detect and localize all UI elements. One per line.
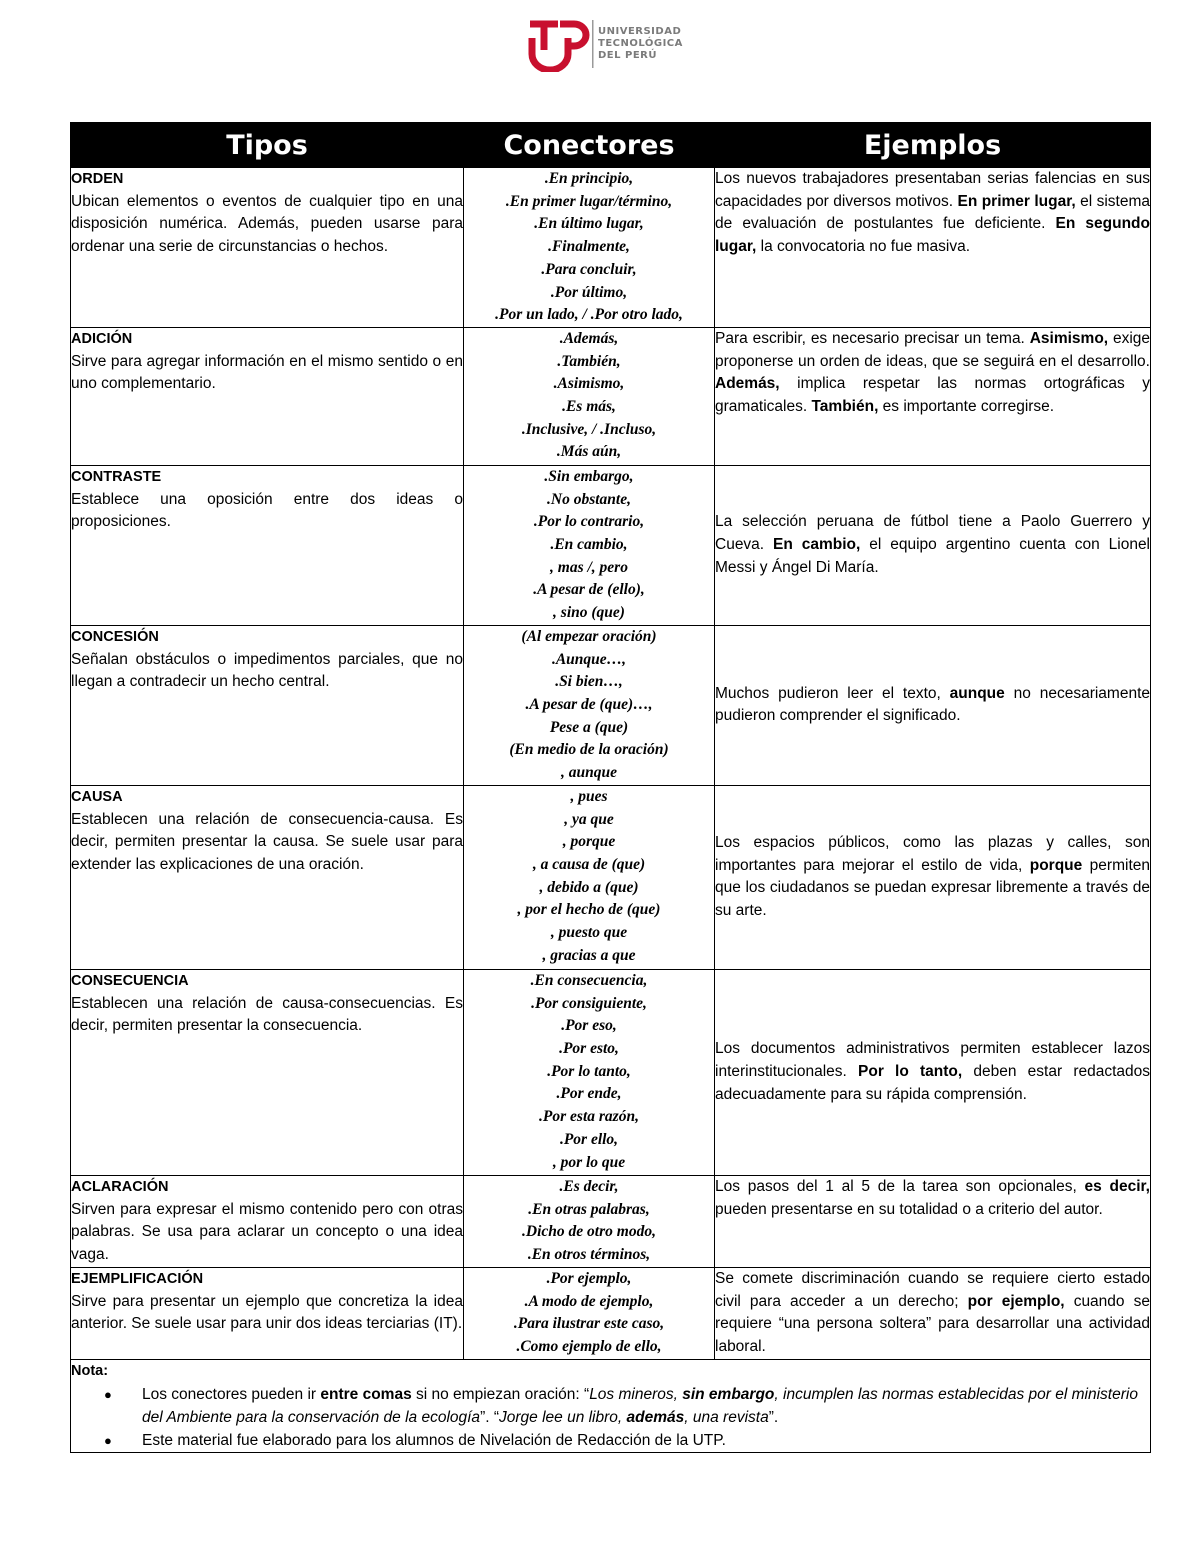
example-text: Muchos pudieron leer el texto, <box>715 684 950 702</box>
nota-2-text: Este material fue elaborado para los alumnos de Nivelación de Redacción de la UTP. <box>142 1431 726 1449</box>
connector-item: .En otras palabras, <box>528 1200 650 1218</box>
connector-item: , sino (que) <box>553 604 625 622</box>
bullet-icon: ● <box>104 1432 112 1448</box>
connector-item: .Por consiguiente, <box>531 994 647 1012</box>
example-text: Los pasos del 1 al 5 de la tarea son opcionales, <box>715 1177 1085 1195</box>
tipo-name: CONTRASTE <box>71 468 162 485</box>
header-tipos: Tipos <box>71 123 464 168</box>
example-text: permiten que los ciudadanos se puedan expresar libremente a través de su arte. <box>715 856 1150 920</box>
connector-item: .En último lugar, <box>534 215 644 233</box>
connector-item: Pese a (que) <box>549 718 629 736</box>
bullet-icon: ● <box>104 1386 112 1402</box>
connector-item: .Por ello, <box>559 1130 619 1148</box>
connector-item: , por el hecho de (que) <box>517 901 661 919</box>
connector-item: .Para ilustrar este caso, <box>513 1315 665 1333</box>
conectores-cell <box>464 1267 715 1359</box>
utp-logo-text <box>598 26 683 62</box>
connector-item: , a causa de (que) <box>532 856 646 874</box>
connector-item: .Asimismo, <box>553 375 625 393</box>
tipo-cell <box>71 1175 464 1267</box>
tipo-description: Sirve para presentar un ejemplo que concretiza la idea anterior. Se suele usar para unir dos ideas terciarias (IT). <box>71 1292 463 1333</box>
table-row <box>71 168 1151 328</box>
example-connector-highlight: En cambio, <box>773 536 861 554</box>
example-connector-highlight: También, <box>811 398 879 416</box>
table-row <box>71 625 1151 785</box>
nota-item-1 <box>104 1383 1150 1429</box>
tipo-cell <box>71 168 464 328</box>
connector-item: .Por ejemplo, <box>546 1269 632 1287</box>
connector-item: .Aunque…, <box>551 650 627 668</box>
example-connector-highlight: Por lo tanto, <box>858 1063 963 1081</box>
ejemplo-cell <box>715 625 1151 785</box>
connector-item: .Por lo tanto, <box>547 1062 631 1080</box>
tipo-cell <box>71 1267 464 1359</box>
connector-item: .Sin embargo, <box>544 467 634 485</box>
nota-1-q2c: , una revista <box>684 1408 769 1426</box>
tipo-name: EJEMPLIFICACIÓN <box>71 1270 204 1287</box>
connector-item: .En cambio, <box>550 536 628 554</box>
conectores-cell <box>464 465 715 625</box>
nota-1-q2b: además <box>626 1408 685 1426</box>
tipo-description: Sirve para agregar información en el mismo sentido o en uno complementario. <box>71 352 463 393</box>
table-row <box>71 327 1151 465</box>
connector-item: .Por esto, <box>559 1040 619 1058</box>
conectores-cell <box>464 1175 715 1267</box>
nota-1-sep: ”. “ <box>480 1408 499 1426</box>
nota-1-pre: Los conectores pueden ir <box>142 1385 321 1403</box>
connector-item: .Por último, <box>550 283 628 301</box>
connector-item: , aunque <box>561 764 617 782</box>
example-text: Los documentos administrativos permiten establecer lazos interinstitucionales. <box>715 1040 1150 1081</box>
example-text: deben estar redactados adecuadamente para su rápida comprensión. <box>715 1063 1151 1103</box>
connector-item: .A pesar de (ello), <box>533 581 645 599</box>
utp-logo-mark <box>524 16 598 72</box>
tipo-cell <box>71 327 464 465</box>
header-conectores: Conectores <box>464 123 715 168</box>
conectores-cell <box>464 168 715 328</box>
tipo-name: CONSECUENCIA <box>71 972 189 989</box>
nota-row <box>71 1359 1151 1452</box>
example-text: no necesariamente pudieron comprender el significado. <box>715 684 1151 725</box>
connectors-table <box>70 122 1151 1453</box>
connector-item: .Para concluir, <box>541 260 637 278</box>
example-connector-highlight: aunque <box>949 684 1005 702</box>
tipo-cell <box>71 625 464 785</box>
connector-item: .Como ejemplo de ello, <box>516 1338 662 1356</box>
nota-1-bold: entre comas <box>320 1385 412 1403</box>
conectores-cell <box>464 969 715 1175</box>
example-connector-highlight: es decir, <box>1084 1177 1150 1195</box>
connector-item: , ya que <box>564 810 614 828</box>
nota-1-q1a: Los mineros, <box>589 1385 683 1403</box>
connector-item: .En principio, <box>544 170 634 187</box>
ejemplo-cell <box>715 327 1151 465</box>
connector-item: .Por esta razón, <box>539 1108 639 1126</box>
table-row <box>71 969 1151 1175</box>
example-connector-highlight: En segundo lugar, <box>715 215 1150 256</box>
example-text: el sistema de evaluación de postulantes fue deficiente. <box>715 192 1150 233</box>
nota-cell <box>71 1359 1151 1452</box>
connector-item: .Por ende, <box>556 1085 622 1103</box>
example-connector-highlight: por ejemplo, <box>967 1292 1065 1310</box>
example-connector-highlight: porque <box>1029 856 1083 874</box>
connector-item: .Inclusive, / .Incluso, <box>521 420 657 438</box>
table-row <box>71 1267 1151 1359</box>
tipo-cell <box>71 465 464 625</box>
tipo-name: CAUSA <box>71 788 123 805</box>
table-body <box>71 168 1151 1360</box>
nota-list <box>71 1383 1150 1452</box>
tipo-description: Ubican elementos o eventos de cualquier tipo en una disposición numérica. Además, pueden usarse para ordenar una serie de circunstancias o hechos. <box>71 192 463 256</box>
ejemplo-cell <box>715 1175 1151 1267</box>
example-text: Para escribir, es necesario precisar un tema. <box>715 329 1030 347</box>
nota-item-2 <box>104 1429 1150 1452</box>
example-text: exige proponerse un orden de ideas, que se seguirá en el desarrollo. <box>715 329 1150 370</box>
ejemplo-cell <box>715 1267 1151 1359</box>
conectores-cell <box>464 785 715 969</box>
logo-line-1: UNIVERSIDAD <box>598 26 682 37</box>
connector-item: .También, <box>557 352 621 370</box>
tipo-name: ACLARACIÓN <box>71 1178 169 1195</box>
connector-item: .Dicho de otro modo, <box>522 1223 656 1241</box>
table-row <box>71 465 1151 625</box>
connector-item: .A pesar de (que)…, <box>525 696 653 714</box>
connector-item: .Por un lado, / .Por otro lado, <box>495 306 683 324</box>
table-row <box>71 785 1151 969</box>
connector-item: .Más aún, <box>556 443 622 461</box>
tipo-description: Sirven para expresar el mismo contenido pero con otras palabras. Se usa para aclarar un concepto o una idea vaga. <box>71 1200 463 1264</box>
logo-line-3: DEL PERÚ <box>598 50 657 61</box>
connector-item: , pues <box>570 787 608 805</box>
conectores-cell <box>464 327 715 465</box>
table-row <box>71 1175 1151 1267</box>
connector-item: .En consecuencia, <box>530 971 648 989</box>
nota-1-q1b: sin embargo <box>682 1385 775 1403</box>
example-text: pueden presentarse en su totalidad o a criterio del autor. <box>715 1200 1103 1218</box>
header-ejemplos: Ejemplos <box>715 123 1151 168</box>
nota-1-mid: si no empiezan oración: “ <box>411 1385 590 1403</box>
ejemplo-cell <box>715 465 1151 625</box>
example-connector-highlight: Además, <box>715 375 780 393</box>
connector-item: .Por eso, <box>561 1017 617 1035</box>
connector-item: (En medio de la oración) <box>509 741 669 759</box>
tipo-description: Establecen una relación de consecuencia-causa. Es decir, permiten presentar la causa. Se suele usar para extender las explicaciones de una oración. <box>71 810 463 874</box>
tipo-cell <box>71 969 464 1175</box>
example-text: La selección peruana de fútbol tiene a Paolo Guerrero y Cueva. <box>715 513 1150 554</box>
ejemplo-cell <box>715 168 1151 328</box>
tipo-cell <box>71 785 464 969</box>
connector-item: , puesto que <box>550 924 628 942</box>
connector-item: (Al empezar oración) <box>521 627 657 645</box>
example-text: cuando se requiere “una persona soltera” para desarrollar una actividad laboral. <box>715 1292 1150 1356</box>
logo-line-2: TECNOLÓGICA <box>598 38 683 49</box>
connector-item: .En otros términos, <box>527 1246 651 1264</box>
table-header-row <box>71 123 1151 168</box>
connector-item: .Es más, <box>562 398 616 416</box>
conectores-cell <box>464 625 715 785</box>
example-text: el equipo argentino cuenta con Lionel Messi y Ángel Di María. <box>715 536 1151 576</box>
example-connector-highlight: Asimismo, <box>1029 329 1109 347</box>
tipo-description: Establecen una relación de causa-consecuencias. Es decir, permiten presentar la consecuencia. <box>71 994 463 1035</box>
tipo-name: ORDEN <box>71 171 124 187</box>
connector-item: .Es decir, <box>559 1177 619 1195</box>
example-text: Los espacios públicos, como las plazas y calles, son importantes para mejorar el estilo de vida, <box>715 834 1150 874</box>
nota-1-q1c: , incumplen las normas establecidas por el ministerio del Ambiente para la conservación de la ecología <box>142 1385 1138 1426</box>
connector-item: .Por lo contrario, <box>533 513 645 531</box>
connector-item: .A modo de ejemplo, <box>524 1292 654 1310</box>
example-text: la convocatoria no fue masiva. <box>756 238 971 256</box>
connector-item: .En primer lugar/término, <box>505 192 673 210</box>
example-text: es importante corregirse. <box>878 398 1055 416</box>
connector-item: .Además, <box>559 329 619 347</box>
ejemplo-cell <box>715 785 1151 969</box>
tipo-description: Señalan obstáculos o impedimentos parciales, que no llegan a contradecir un hecho central. <box>71 650 463 691</box>
example-connector-highlight: En primer lugar, <box>957 192 1076 210</box>
example-text: Los nuevos trabajadores presentaban serias falencias en sus capacidades por diversos motivos. <box>715 170 1150 210</box>
connector-item: , gracias a que <box>542 946 636 964</box>
tipo-name: CONCESIÓN <box>71 628 159 645</box>
nota-title: Nota: <box>71 1362 109 1379</box>
example-text: Se comete discriminación cuando se requiere cierto estado civil para acceder a un derecho; <box>715 1269 1150 1310</box>
tipo-name: ADICIÓN <box>71 330 133 347</box>
example-text: implica respetar las normas ortográficas y gramaticales. <box>715 375 1150 416</box>
connector-item: .Finalmente, <box>548 238 630 256</box>
nota-1-end: ”. <box>768 1408 779 1426</box>
connector-item: , por lo que <box>552 1153 626 1171</box>
connector-item: , mas /, pero <box>550 558 628 576</box>
nota-1-q2a: Jorge lee un libro, <box>499 1408 627 1426</box>
connector-item: , debido a (que) <box>539 878 639 896</box>
connector-item: .Si bien…, <box>555 673 623 691</box>
connector-item: , porque <box>562 833 616 851</box>
tipo-description: Establece una oposición entre dos ideas o proposiciones. <box>71 490 463 531</box>
connector-item: .No obstante, <box>547 490 631 508</box>
ejemplo-cell <box>715 969 1151 1175</box>
